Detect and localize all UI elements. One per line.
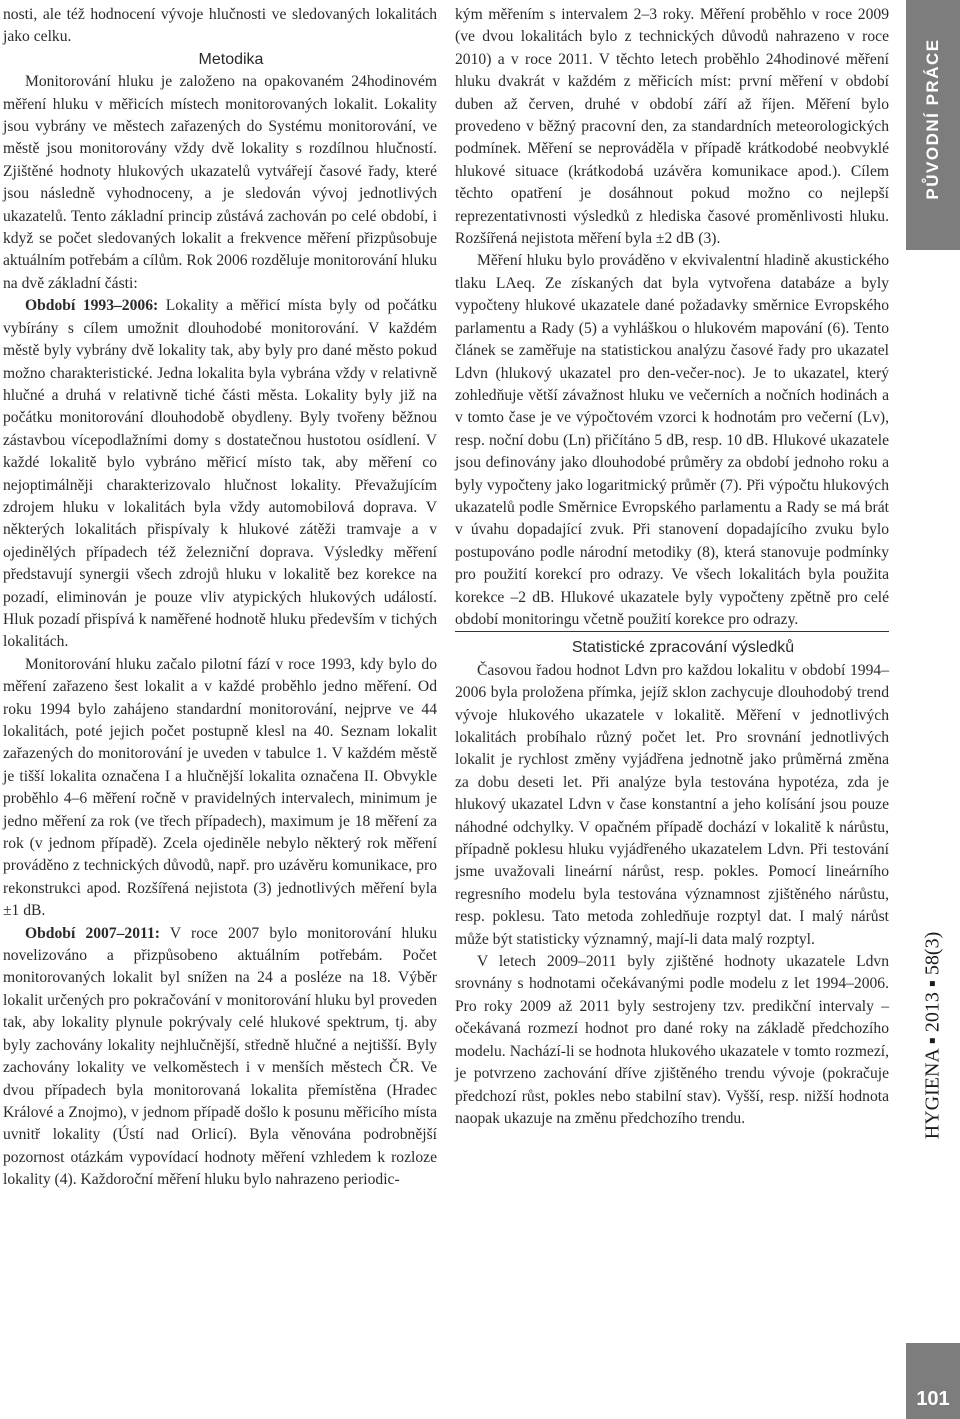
period-2007-2011-paragraph	[3, 923, 437, 1192]
left-column	[3, 4, 437, 1192]
measurement-paragraph: kým měřením s intervalem 2–3 roky. Měření proběhlo v roce 2009 (ve dvou lokalitách bylo z technických důvodů nahrazeno v roce 2010) a v roce 2011. V těchto letech proběhlo 24hodinové měření hluku dvakrát v každém z měřicích míst: první měření v období duben až červen, druhé v období září až říjen. Měření bylo provedeno v běžný pracovní den, za standardních meteorologických podmínek. Měření se neprováděla v případě krátkodobé neobvyklé hlukové situace (krátkodobá uzávěra komunikace apod.). Cílem těchto opatření je dosáhnout pokud možno co nejlepší reprezentativnosti výsledků z hlediska časové proměnlivosti hluku. Rozšířená nejistota měření byla ±2 dB (3).	[455, 6, 889, 248]
section-band	[906, 0, 960, 250]
intro-paragraph: nosti, ale též hodnocení vývoje hlučnosti ve sledovaných lokalitách jako celku.	[3, 6, 437, 46]
right-column	[455, 4, 889, 1130]
section-heading-metodika: Metodika	[198, 50, 264, 68]
page-number: 101	[916, 1388, 950, 1410]
period-text: V roce 2007 bylo monitorování hluku novelizováno a přizpůsobeno aktuálním potřebám. Počet monitorovaných lokalit byl snížen na 24 a posléze na 18. Výběr lokalit určených pro pokračování v monitorování hluku byl proveden tak, aby lokality plynule pokrývaly celé hlukové spektrum, tj. aby byly zachovány lokality nejhlučnější, středně hlučné a nejtišší. Byly zachovány lokality ve velkoměstech i v menších městech ČR. Ve dvou případech byla monitorovaná lokalita přemístěna (Hradec Králové a Znojmo), v jednom případě došlo k posunu měřicího místa uvnitř lokality (Ústí nad Orlicí). Byla věnována podrobnější pozornost otázkám vypovídací hodnoty měření vzhledem k rozloze lokality (4). Každoroční měření hluku bylo nahrazeno periodic-	[3, 924, 438, 1189]
journal-citation: HYGIENA ▪ 2013 ▪ 58(3)	[921, 931, 944, 1140]
section-heading-statistics: Statistické zpracování výsledků	[455, 631, 889, 659]
page-sidebar	[906, 0, 960, 1419]
indicator-paragraph: Měření hluku bylo prováděno v ekvivalentní hladině akustického tlaku LAeq. Ze získaných dat byla vytvořena databáze a byly vypočteny hlukové ukazatele dané požadavky směrnice Evropského parlamentu a Rady (5) a vyhláškou o hlukovém mapování (6). Tento článek se zaměřuje na statistickou analýzu časové řady pro ukazatel Ldvn (hlukový ukazatel pro den-večer-noc). Je to ukazatel, který zohledňuje větší závažnost hluku ve večerních a nočních hodinách a v tomto čase je ve výpočtovém vzorci k hodnotám pro večerní (Lv), resp. noční dobu (Ln) přičítáno 5 dB, resp. 10 dB. Hlukové ukazatele jsou definovány jako dlouhodobé průměry za období jednoho roku a byly vypočteny jako logaritmický průměr (7). Při výpočtu hlukových ukazatelů podle Směrnice Evropského parlamentu a Rady se má brát v úvahu dopadající zvuk. Při stanovení dopadajícího zvuku bylo postupováno podle národní metodiky (8), která stanovuje podmínky pro použití korekcí pro odrazy. Ve všech lokalitách byla použita korekce –2 dB. Hlukové ukazatele byly vypočteny zpětně pro celé období monitoringu včetně použití korekce pro odrazy.	[455, 252, 889, 628]
prediction-paragraph: V letech 2009–2011 byly zjištěné hodnoty ukazatele Ldvn srovnány s hodnotami očekávanými podle modelu z let 1994–2006. Pro roky 2009 až 2011 byly sestrojeny tzv. predikční intervaly – očekávaná rozmezí hodnot pro dané roky na základě předchozího modelu. Nachází-li se hodnota hlukového ukazatele v tomto rozmezí, je potvrzeno zachování dříve zjištěného trendu vývoje (pokračuje předchozí růst, pokles nebo stabilní stav). Vyšší, resp. nižší hodnota naopak ukazuje na změnu předchozího trendu.	[455, 953, 889, 1127]
period-label: Období 2007–2011:	[25, 924, 160, 942]
period-label: Období 1993–2006:	[25, 297, 159, 315]
methodology-paragraph: Monitorování hluku je založeno na opakovaném 24hodinovém měření hluku v měřicích místech monitorovaných lokalit. Lokality jsou vybrány ve městech zařazených do Systému monitorování, ve městě jsou monitorovány vždy dvě lokality s rozdílnou hlučností. Zjištěné hodnoty hlukových ukazatelů vytvářejí časové řady, které jsou následně vyhodnoceny, a je sledován vývoj jednotlivých ukazatelů. Tento základní princip zůstává zachován po celé období, i když se počet sledovaných lokalit a frekvence měření přizpůsobuje aktuálním potřebám a cílům. Rok 2006 rozděluje monitorování hluku na dvě základní části:	[3, 73, 437, 292]
period-1993-2006-paragraph	[3, 295, 437, 654]
statistics-paragraph: Časovou řadou hodnot Ldvn pro každou lokalitu v období 1994–2006 byla proložena přímka, jejíž sklon zachycuje dlouhodobý trend vývoje hlukového ukazatele v lokalitě. Měření v jednotlivých lokalitách probíhalo různý počet let. Pro srovnání jednotlivých lokalit je rychlost změny vyjádřena jednotně jako průměrná změna za dobu deseti let. Při analýze byla testována hypotéza, zda je hlukový ukazatel Ldvn v čase konstantní a jeho kolísání jsou pouze náhodné odchylky. V opačném případě dochází v lokalitě k nárůstu, případně poklesu hluku vyjádřeného ukazatelem Ldvn. Při testování jsme uvažovali lineární nárůst, resp. pokles. Pomocí lineárního regresního modelu byla testována významnost zjištěného nárůstu, resp. poklesu. Tato metoda zohledňuje rozptyl dat. I malý nárůst může být statisticky významný, mají-li data malý rozptyl.	[455, 661, 889, 948]
monitoring-start-paragraph: Monitorování hluku začalo pilotní fází v roce 1993, kdy bylo do měření zařazeno šest lokalit a v každé proběhlo jedno měření. Od roku 1994 bylo zahájeno standardní monitorování, nejprve ve 44 lokalitách, poté jejich počet postupně klesl na 40. Seznam lokalit zařazených do monitorování je uveden v tabulce 1. V každém městě je tišší lokalita označena I a hlučnější lokalita označena II. Obvykle proběhlo 4–6 měření ročně v pravidelných intervalech, minimum je jedno měření za rok (ve třech případech), maximum je 18 měření za rok (v jednom případě). Zcela ojediněle nebylo některý rok měření prováděno z technických důvodů, např. pro uzávěru komunikace, pro rekonstrukci apod. Rozšířená nejistota (3) jednotlivých měření byla ±1 dB.	[3, 655, 437, 920]
period-text: Lokality a měřicí místa byly od počátku vybírány s cílem umožnit dlouhodobé monitorování. V každém městě byly vybrány dvě lokality tak, aby byly pro dané město pokud možno charakteristické. Jedna lokalita byla vybrána vždy v relativně hlučné a druhá v relativně tiché části města. Lokality byly již na počátku monitorování dlouhodobě obydleny. Byly tvořeny běžnou zástavbou vícepodlažními domy s dostatečnou hustotou osídlení. V každé lokalitě bylo vybráno měřicí místo tak, aby měření co nejoptimálněji charakterizovalo hlučnost lokality. Převažujícím zdrojem hluku v lokalitách byla vždy automobilová doprava. V některých lokalitách přispívaly k hlukové zátěži tramvaje a v ojedinělých případech též železniční doprava. Výsledky měření představují synergii všech zdrojů hluku v lokalitě bez korekce na pozadí, eliminován je pouze vliv atypických hlukových událostí. Hluk pozadí přispívá k naměřené hodnotě hluku především v tichých lokalitách.	[3, 297, 437, 651]
section-label: PŮVODNÍ PRÁCE	[923, 38, 942, 200]
page-number-box	[906, 1343, 960, 1419]
